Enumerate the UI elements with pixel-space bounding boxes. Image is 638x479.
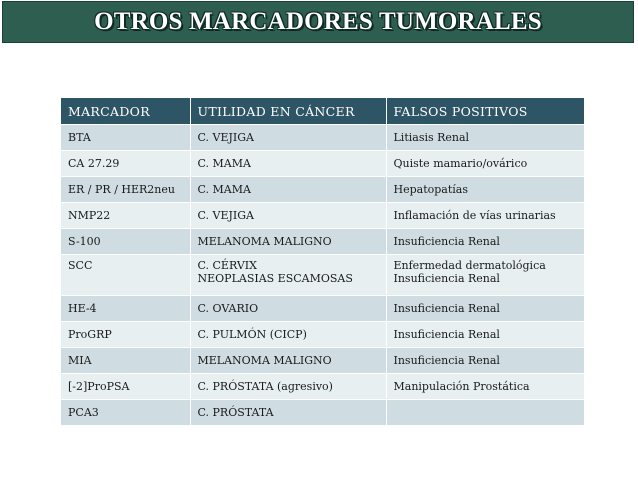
cell-falsos-positivos-line: Insuficiencia Renal xyxy=(393,302,500,315)
title-bar xyxy=(2,1,634,43)
cell-utilidad xyxy=(190,125,386,151)
table-row xyxy=(61,400,584,426)
cell-utilidad-line: C. PRÓSTATA xyxy=(197,406,274,419)
cell-marcador: SCC xyxy=(61,255,190,296)
cell-marcador: S-100 xyxy=(61,229,190,255)
tumor-markers-table xyxy=(61,98,584,425)
cell-utilidad xyxy=(190,177,386,203)
cell-marcador: PCA3 xyxy=(61,400,190,426)
cell-falsos-positivos-line: Insuficiencia Renal xyxy=(393,235,500,248)
table-row xyxy=(61,296,584,322)
cell-utilidad-line: MELANOMA MALIGNO xyxy=(197,354,332,367)
table-row xyxy=(61,322,584,348)
cell-marcador: HE-4 xyxy=(61,296,190,322)
cell-falsos-positivos-line: Quiste mamario/ovárico xyxy=(393,157,528,170)
cell-falsos-positivos-line: Inflamación de vías urinarias xyxy=(393,209,556,222)
header-marcador: MARCADOR xyxy=(61,98,190,125)
cell-utilidad xyxy=(190,322,386,348)
cell-falsos-positivos xyxy=(386,151,584,177)
header-falsos-positivos: FALSOS POSITIVOS xyxy=(386,98,584,125)
table-row xyxy=(61,203,584,229)
cell-marcador: ER / PR / HER2neu xyxy=(61,177,190,203)
cell-falsos-positivos xyxy=(386,400,584,426)
table-row xyxy=(61,229,584,255)
cell-falsos-positivos-line: Hepatopatías xyxy=(393,183,468,196)
cell-marcador: CA 27.29 xyxy=(61,151,190,177)
table-row xyxy=(61,348,584,374)
cell-utilidad-line: C. PULMÓN (CICP) xyxy=(197,328,307,341)
cell-utilidad-line: C. PRÓSTATA (agresivo) xyxy=(197,380,333,393)
cell-utilidad xyxy=(190,296,386,322)
cell-utilidad-line: C. VEJIGA xyxy=(197,131,254,144)
cell-utilidad-line: C. CÉRVIX xyxy=(197,259,257,272)
cell-marcador: BTA xyxy=(61,125,190,151)
cell-utilidad-line: C. VEJIGA xyxy=(197,209,254,222)
cell-falsos-positivos-line: Insuficiencia Renal xyxy=(393,328,500,341)
cell-marcador: [-2]ProPSA xyxy=(61,374,190,400)
cell-falsos-positivos xyxy=(386,296,584,322)
cell-falsos-positivos xyxy=(386,229,584,255)
cell-falsos-positivos xyxy=(386,177,584,203)
table-row xyxy=(61,374,584,400)
cell-falsos-positivos-line: Insuficiencia Renal xyxy=(393,354,500,367)
cell-falsos-positivos xyxy=(386,322,584,348)
cell-utilidad xyxy=(190,229,386,255)
table-header-row xyxy=(61,98,584,125)
header-utilidad: UTILIDAD EN CÁNCER xyxy=(190,98,386,125)
cell-utilidad xyxy=(190,374,386,400)
cell-falsos-positivos xyxy=(386,348,584,374)
cell-utilidad xyxy=(190,400,386,426)
cell-falsos-positivos-line: Manipulación Prostática xyxy=(393,380,530,393)
cell-marcador: MIA xyxy=(61,348,190,374)
cell-falsos-positivos xyxy=(386,374,584,400)
cell-falsos-positivos xyxy=(386,255,584,296)
page-title: OTROS MARCADORES TUMORALES xyxy=(94,8,542,35)
cell-falsos-positivos-line: Litiasis Renal xyxy=(393,131,470,144)
cell-utilidad-line: NEOPLASIAS ESCAMOSAS xyxy=(197,272,353,285)
cell-utilidad-line: C. MAMA xyxy=(197,183,251,196)
cell-utilidad-line: C. MAMA xyxy=(197,157,251,170)
cell-utilidad xyxy=(190,255,386,296)
cell-utilidad-line: MELANOMA MALIGNO xyxy=(197,235,332,248)
cell-falsos-positivos xyxy=(386,125,584,151)
cell-falsos-positivos-line: Insuficiencia Renal xyxy=(393,272,500,285)
table-row xyxy=(61,177,584,203)
table-row xyxy=(61,151,584,177)
cell-utilidad xyxy=(190,151,386,177)
table-row xyxy=(61,255,584,296)
cell-falsos-positivos-line: Enfermedad dermatológica xyxy=(393,259,546,272)
cell-utilidad xyxy=(190,203,386,229)
cell-falsos-positivos xyxy=(386,203,584,229)
cell-marcador: ProGRP xyxy=(61,322,190,348)
cell-marcador: NMP22 xyxy=(61,203,190,229)
cell-utilidad xyxy=(190,348,386,374)
table-row xyxy=(61,125,584,151)
cell-utilidad-line: C. OVARIO xyxy=(197,302,259,315)
table-body xyxy=(61,125,584,426)
